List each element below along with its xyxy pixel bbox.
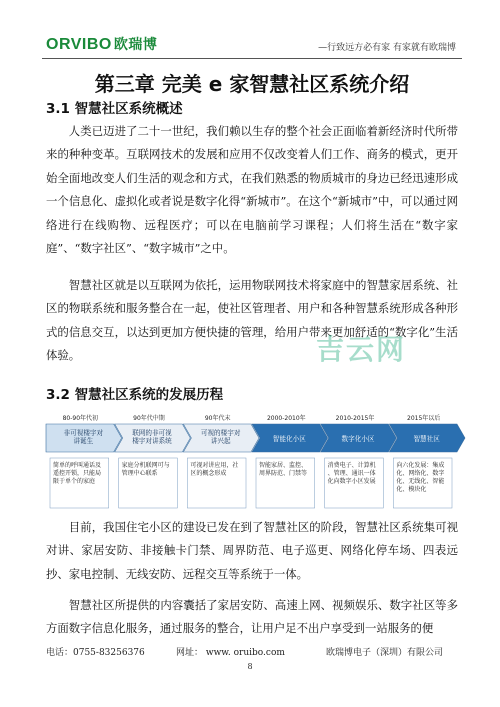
watermark: 吉云网 — [316, 333, 407, 366]
history-paragraph-1: 目前，我国住宅小区的建设已发在到了智慧社区的阶段，智慧社区系统集可视对讲、家居安防、非接触卡门禁、周界防范、电子巡更、网络化停车场、四表远抄、家电控制、无线安防、远程交互等系统于一体。 — [46, 520, 458, 581]
timeline-description-text: 可视对讲应用，社区的概念形成 — [190, 462, 239, 477]
timeline-stage-label: 可视的楼宇对讲兴起 — [200, 429, 241, 445]
timeline-stage-label: 非可视楼宇对讲诞生 — [63, 429, 104, 445]
logo-cn: 欧瑞博 — [113, 36, 158, 52]
section-heading-overview: 3.1 智慧社区系统概述 — [46, 101, 183, 117]
timeline-description-text: 简单的呼叫通话及遥控开锁，只能局限于单个的家庭 — [53, 462, 102, 485]
header-rule — [42, 58, 462, 59]
timeline-stage-label: 数字化小区 — [341, 435, 375, 443]
timeline-period-label: 2010-2015年 — [335, 415, 375, 422]
overview-paragraph-1: 人类已迈进了二十一世纪，我们赖以生存的整个社会正面临着新经济时代所带来的种种变革。互联网技术的发展和应用不仅改变着人们工作、商务的模式，更开始全面地改变人们生活的观念和方式，在我们熟悉的物质城市的身边已经迅速形成一个信息化、虚拟化或者说是数字化得“新城市”。在这个“新城市”中，可以通过网络进行在线购物、远程医疗；可以在电脑前学习课程；人们将生活在“数字家庭”、“数字社区”、“数字城市”之中。 — [46, 124, 458, 256]
overview-paragraph-2: 智慧社区就是以互联网为依托，运用物联网技术将家庭中的智慧家居系统、社区的物联系统和服务整合在一起，使社区管理者、用户和各种智慧系统形成各种形式的信息交互，以达到更加方便快捷的管理，给用户带来更加舒适的“数字化”生活体验。 — [46, 278, 458, 363]
orvibo-logo — [46, 34, 157, 54]
header-slogan: —行致远方必有家 有家就有欧瑞博 — [318, 43, 456, 53]
timeline-description-text: 消费电子、计算机、管理、通讯一体化向数字小区发展 — [327, 462, 376, 485]
timeline-arrows — [46, 424, 465, 452]
timeline-period-label: 2000-2010年 — [266, 415, 306, 422]
history-paragraph-2: 智慧社区所提供的内容囊括了家居安防、高速上网、视频娱乐、数字社区等多方面数字信息化服务，通过服务的整合，让用户足不出户享受到一站服务的便 — [46, 598, 458, 636]
timeline-stage-label: 联网的非可视楼宇对讲系统 — [132, 429, 172, 445]
footer-website: 网址： www. oruibo.com — [176, 648, 285, 658]
chapter-title: 第三章 完美 e 家智慧社区系统介绍 — [94, 72, 410, 96]
timeline-description-text: 家庭分机联网可与管理中心联系 — [121, 462, 170, 477]
timeline-period-label: 80-90年代初 — [62, 415, 99, 422]
footer-company: 欧瑞博电子（深圳）有限公司 — [326, 648, 444, 658]
page-number: 8 — [247, 662, 253, 671]
timeline-description-text: 智能家居、监控、周界防范、门禁等 — [259, 462, 308, 477]
section-heading-history: 3.2 智慧社区系统的发展历程 — [46, 387, 224, 403]
timeline-period-label: 90年代末 — [204, 415, 231, 422]
timeline-periods — [63, 414, 441, 422]
timeline-description-text: 向六化发展：集成化、网络化、数字化、无线化、智能化、模块化 — [396, 462, 445, 493]
page-header — [0, 0, 500, 62]
timeline-period-label: 90年代中期 — [133, 415, 165, 422]
logo-latin: ORVIBO — [46, 36, 112, 53]
timeline-stage-label: 智慧社区 — [413, 435, 440, 443]
footer-phone: 电话：0755-83256376 — [46, 648, 145, 658]
timeline-period-label: 2015年以后 — [407, 415, 441, 422]
development-timeline-diagram — [46, 412, 458, 512]
timeline-stage-label: 智能化小区 — [272, 435, 306, 443]
timeline-descriptions — [50, 458, 452, 508]
